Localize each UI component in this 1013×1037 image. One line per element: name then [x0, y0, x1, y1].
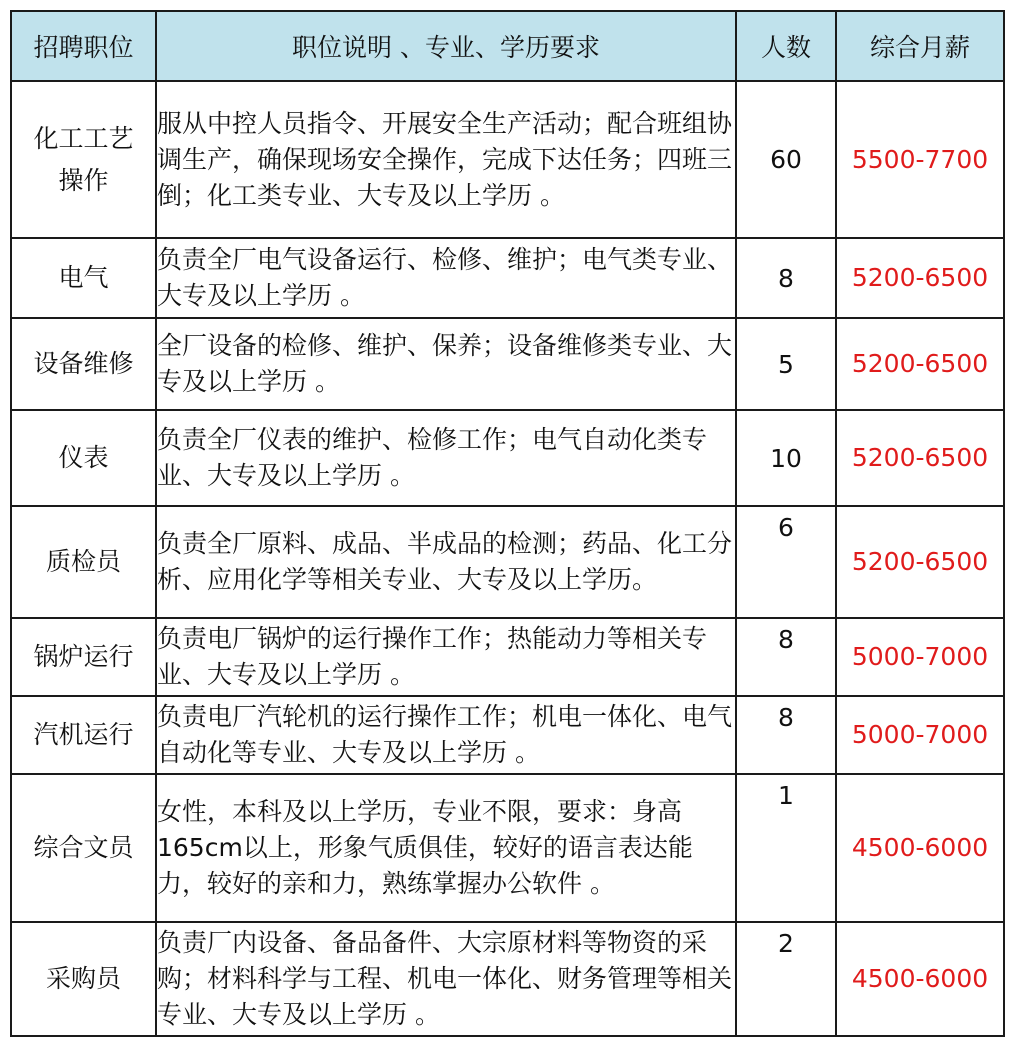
- salary-cell: [836, 238, 1004, 318]
- salary-cell: [836, 696, 1004, 774]
- position-cell: 汽机运行: [11, 696, 156, 774]
- description-cell: 负责电厂锅炉的运行操作工作；热能动力等相关专业、大专及以上学历 。: [156, 618, 736, 696]
- description-cell: 负责电厂汽轮机的运行操作工作；机电一体化、电气自动化等专业、大专及以上学历 。: [156, 696, 736, 774]
- cropped-caption-fragment: [0, 0, 220, 8]
- header-row: [11, 11, 1004, 81]
- count-cell: 2: [736, 922, 836, 1036]
- position-text: 化工工艺操作: [33, 123, 134, 195]
- count-cell: 8: [736, 696, 836, 774]
- table-row: [11, 318, 1004, 410]
- salary-text: 4500-6000: [851, 833, 989, 862]
- count-cell: 8: [736, 618, 836, 696]
- header-salary: 综合月薪: [836, 11, 1004, 81]
- salary-text: 5200-6500: [851, 263, 989, 292]
- position-cell: 综合文员: [11, 774, 156, 922]
- count-cell: 5: [736, 318, 836, 410]
- salary-cell: [836, 774, 1004, 922]
- salary-cell: [836, 506, 1004, 618]
- salary-cell: [836, 410, 1004, 506]
- salary-cell: [836, 618, 1004, 696]
- table-row: [11, 618, 1004, 696]
- salary-text: 5000-7000: [851, 720, 989, 749]
- salary-text: 5000-7000: [851, 642, 989, 671]
- position-cell: 质检员: [11, 506, 156, 618]
- description-cell: 服从中控人员指令、开展安全生产活动；配合班组协调生产，确保现场安全操作，完成下达任务；四班三倒；化工类专业、大专及以上学历 。: [156, 81, 736, 238]
- count-cell: 8: [736, 238, 836, 318]
- position-cell: 锅炉运行: [11, 618, 156, 696]
- salary-text: 5200-6500: [851, 443, 989, 472]
- recruitment-table: [10, 10, 1005, 1037]
- description-cell: 负责厂内设备、备品备件、大宗原材料等物资的采购；材料科学与工程、机电一体化、财务管理等相关专业、大专及以上学历 。: [156, 922, 736, 1036]
- description-cell: 负责全厂仪表的维护、检修工作；电气自动化类专业、大专及以上学历 。: [156, 410, 736, 506]
- salary-text: 4500-6000: [851, 964, 989, 993]
- description-cell: 负责全厂电气设备运行、检修、维护；电气类专业、大专及以上学历 。: [156, 238, 736, 318]
- position-cell: 设备维修: [11, 318, 156, 410]
- table-row: [11, 696, 1004, 774]
- salary-cell: [836, 318, 1004, 410]
- table-row: [11, 81, 1004, 238]
- position-cell: 电气: [11, 238, 156, 318]
- table-row: [11, 238, 1004, 318]
- position-cell: 采购员: [11, 922, 156, 1036]
- header-position: 招聘职位: [11, 11, 156, 81]
- position-cell: [11, 81, 156, 238]
- table-row: [11, 410, 1004, 506]
- table-row: [11, 774, 1004, 922]
- header-description: 职位说明 、专业、学历要求: [156, 11, 736, 81]
- description-cell: 负责全厂原料、成品、半成品的检测；药品、化工分析、应用化学等相关专业、大专及以上学历。: [156, 506, 736, 618]
- salary-text: 5200-6500: [851, 547, 989, 576]
- position-cell: 仪表: [11, 410, 156, 506]
- salary-text: 5200-6500: [851, 349, 989, 378]
- description-cell: 全厂设备的检修、维护、保养；设备维修类专业、大专及以上学历 。: [156, 318, 736, 410]
- table-row: [11, 506, 1004, 618]
- salary-cell: [836, 81, 1004, 238]
- count-cell: 1: [736, 774, 836, 922]
- salary-text: 5500-7700: [851, 144, 989, 174]
- description-cell: 女性，本科及以上学历，专业不限，要求：身高165cm以上，形象气质俱佳，较好的语言表达能力，较好的亲和力，熟练掌握办公软件 。: [156, 774, 736, 922]
- header-count: 人数: [736, 11, 836, 81]
- count-cell: 10: [736, 410, 836, 506]
- count-cell: 6: [736, 506, 836, 618]
- count-cell: 60: [736, 81, 836, 238]
